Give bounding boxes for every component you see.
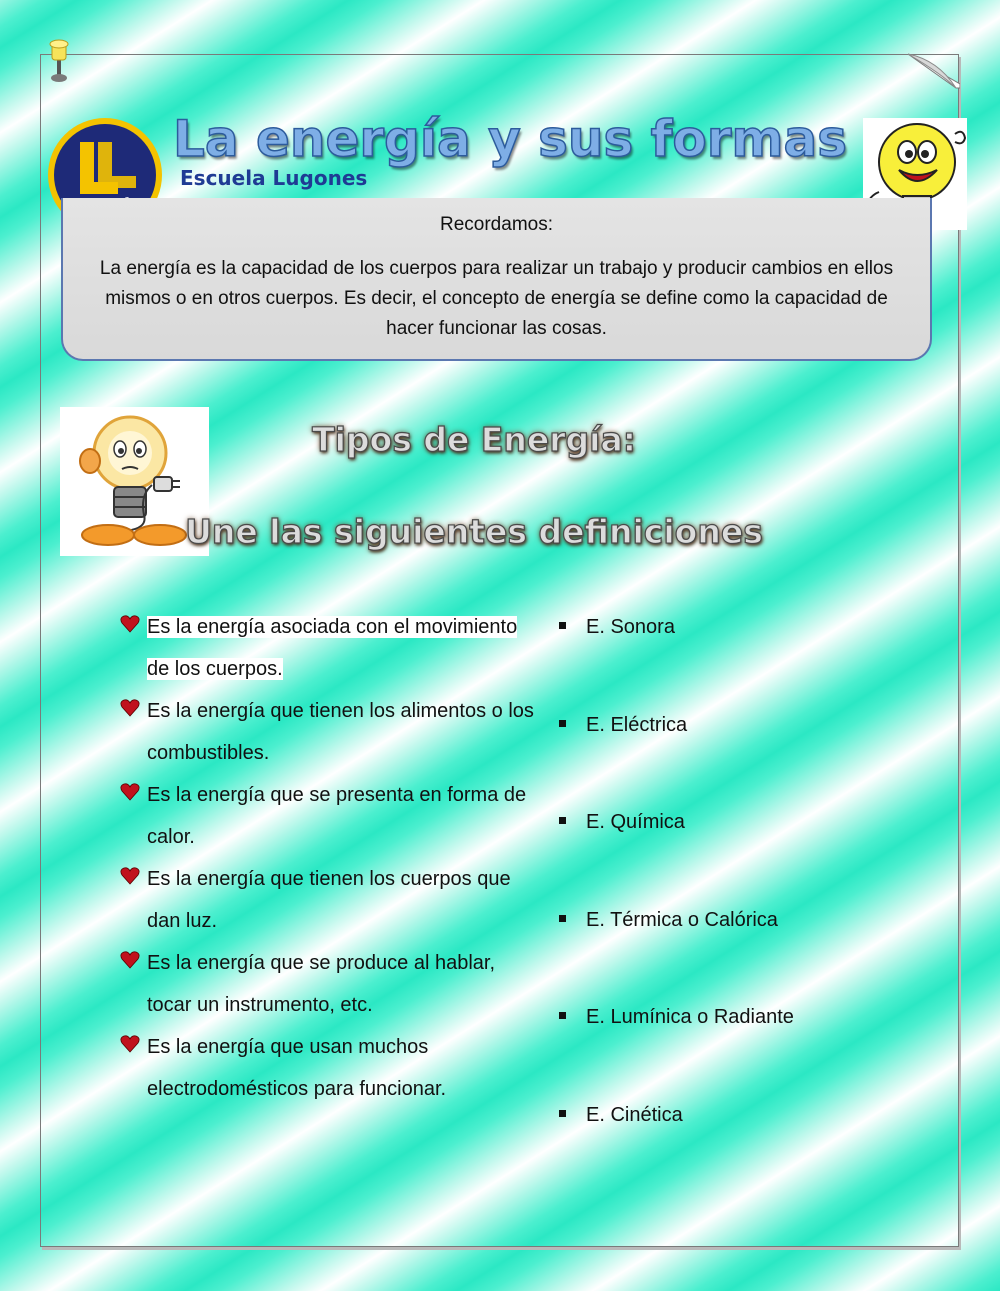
definition-text: Es la energía asociada con el movimiento de los cuerpos. [147, 616, 518, 680]
square-bullet-icon [559, 915, 566, 922]
energy-type-label: E. Sonora [586, 616, 675, 638]
heart-bullet-icon [120, 867, 140, 885]
school-name: Escuela Lugones [180, 166, 368, 190]
pushpin-icon [46, 38, 72, 86]
energy-types-list [556, 606, 916, 1191]
definition-text: Es la energía que se presenta en forma de calor. [147, 784, 527, 848]
energy-type-item[interactable] [556, 996, 916, 1094]
square-bullet-icon [559, 1110, 566, 1117]
definition-item[interactable] [118, 606, 538, 690]
recall-title: Recordamos: [440, 214, 553, 235]
energy-type-label: E. Cinética [586, 1103, 683, 1126]
definition-text: Es la energía que tienen los cuerpos que dan luz. [147, 868, 511, 932]
heart-bullet-icon [120, 699, 140, 717]
energy-type-item[interactable] [556, 704, 916, 802]
definition-item[interactable] [118, 1026, 538, 1110]
page-curl-icon [908, 52, 960, 90]
energy-type-item[interactable] [556, 801, 916, 899]
square-bullet-icon [559, 817, 566, 824]
square-bullet-icon [559, 1012, 566, 1019]
definition-text: Es la energía que usan muchos electrodomésticos para funcionar. [147, 1036, 447, 1100]
heart-bullet-icon [120, 783, 140, 801]
square-bullet-icon [559, 720, 566, 727]
recall-text: La energía es la capacidad de los cuerpos para realizar un trabajo y producir cambios en ellos mismos o en otros cuerpos. Es decir, el concepto de energía se define como la capacidad de hacer funcionar las cosas. [99, 258, 894, 339]
heart-bullet-icon [120, 615, 140, 633]
energy-type-label: E. Eléctrica [586, 713, 688, 736]
definition-text: Es la energía que se produce al hablar, tocar un instrumento, etc. [147, 952, 496, 1016]
definition-item[interactable] [118, 942, 538, 1026]
definition-item[interactable] [118, 690, 538, 774]
page-title: La energía y sus formas [172, 110, 848, 168]
energy-type-label: E. Química [586, 811, 685, 833]
energy-type-item[interactable] [556, 606, 916, 704]
heart-bullet-icon [120, 1035, 140, 1053]
definition-text: Es la energía que tienen los alimentos o los combustibles. [147, 700, 534, 764]
energy-type-label: E. Térmica o Calórica [586, 908, 778, 931]
recall-box [61, 198, 932, 361]
definitions-list [118, 606, 538, 1110]
energy-type-label: E. Lumínica o Radiante [586, 1006, 794, 1028]
section-heading: Tipos de Energía: [312, 420, 636, 459]
energy-type-item[interactable] [556, 1094, 916, 1192]
energy-type-item[interactable] [556, 899, 916, 997]
definition-item[interactable] [118, 858, 538, 942]
heart-bullet-icon [120, 951, 140, 969]
section-instruction: Une las siguientes definiciones [185, 512, 763, 551]
definition-item[interactable] [118, 774, 538, 858]
square-bullet-icon [559, 622, 566, 629]
